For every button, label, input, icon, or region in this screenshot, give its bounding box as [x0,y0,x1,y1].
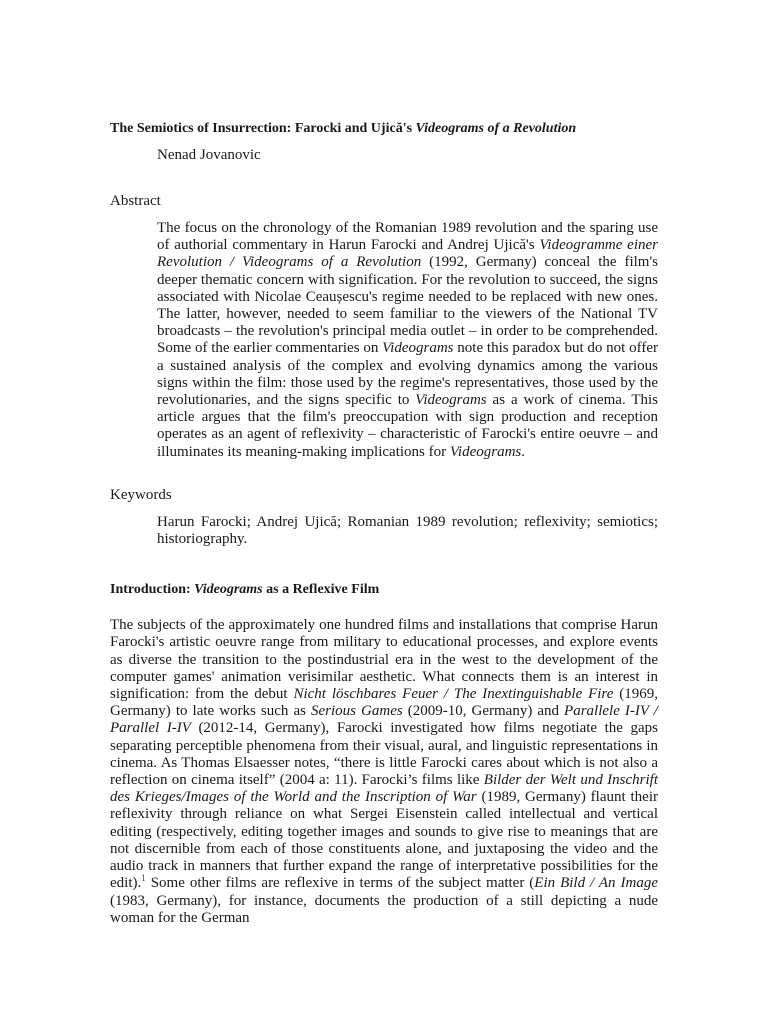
introduction-heading [110,581,658,599]
introduction-heading-plain: as a Reflexive Film [262,582,380,598]
body-text-segment: (1969, Germany) to late works such as [110,686,658,720]
author-name: Nenad Jovanovic [157,147,261,163]
abstract-film-title: Videograms [415,392,487,409]
film-title: Nicht löschbares Feuer / The Inextinguishable Fire [293,686,614,703]
body-text-segment: The subjects of the approximately one hundred films and installations that comprise Harun Farocki's artistic oeuvre range from military to educational processes, and explore events as diverse the transition to the postindustrial era in the west to the development of the computer games' animation verisimilar aesthetic. What connects them is an interest in signification: from the debut [110,617,658,703]
abstract-text-segment: . [521,443,526,460]
introduction-heading-italic: Videograms [194,582,263,598]
body-text-segment: (1983, Germany), for instance, documents the production of a still depicting a nude woman for the German [110,892,658,926]
abstract-text-segment: The focus on the chronology of the Romanian 1989 revolution and the sparing use of authorial commentary in Harun Farocki and Andrej Ujică's [157,220,658,254]
film-title: Ein Bild / An Image [534,875,659,892]
body-text-segment: (1989, Germany) flaunt their reflexivity through reliance on what Sergei Eisenstein called intellectual and vertical editing (respectively, editing together images and sounds to give rise to meanings that are not discernible from each of those constituents alone, and juxtaposing the video and the audio track in manners that further expand the range of interpretative possibilities for the edit). [110,789,658,892]
abstract-text-segment: (1992, Germany) conceal the film's deeper thematic concern with signification. For the revolution to succeed, the signs associated with Nicolae Ceaușescu's regime needed to be replaced with new ones. The latter, however, needed to seem familiar to the viewers of the National TV broadcasts – the revolution's principal media outlet – in order to be comprehended. Some of the earlier commentaries on [157,254,658,357]
article-title-italic: Videograms of a Revolution [415,121,577,136]
abstract-film-title: Videograms [382,340,454,357]
keywords-text: Harun Farocki; Andrej Ujică; Romanian 1989 revolution; reflexivity; semiotics; historiography. [157,513,658,548]
film-title: Parallele I-IV / Parallel I-IV [110,703,658,737]
article-title [110,120,658,138]
introduction-paragraph [110,617,658,927]
article-title-plain: The Semiotics of Insurrection: Farocki and Ujică's [110,121,416,136]
abstract-text [157,220,658,461]
abstract-label: Abstract [110,193,161,209]
abstract-text-segment: note this paradox but do not offer a sustained analysis of the complex and evolving dynamics among the various signs within the film: those used by the regime's representatives, those used by the revolutionaries, and the signs specific to [157,340,659,409]
introduction-heading-plain: Introduction: [110,582,195,598]
abstract-film-title: Videogramme einer Revolution / Videograms of a Revolution [157,237,659,271]
body-text-segment: (2012-14, Germany), Farocki investigated how films negotiate the gaps separating perceptible phenomena from their visual, aural, and linguistic representations in cinema. As Thomas Elsaesser notes, “there is little Farocki cares about which is not also a reflection on cinema itself” (2004 a: 11). Farocki’s films like [110,720,658,789]
footnote-reference-link[interactable]: 1 [141,873,146,884]
abstract-film-title: Videograms [449,443,522,460]
document-page [110,120,658,927]
film-title: Serious Games [311,703,403,720]
body-text-segment: (2009-10, Germany) and [402,703,565,720]
keywords-label: Keywords [110,486,172,503]
abstract-text-segment: as a work of cinema. This article argues that the film's preoccupation with sign production and reception operates as an agent of reflexivity – characteristic of Farocki's entire oeuvre – and illuminates its meaning-making implications for [157,392,658,460]
body-text-segment: Some other films are reflexive in terms of the subject matter ( [145,875,535,892]
film-title: Bilder der Welt und Inschrift des Krieges/Images of the World and the Inscription of War [110,772,658,806]
